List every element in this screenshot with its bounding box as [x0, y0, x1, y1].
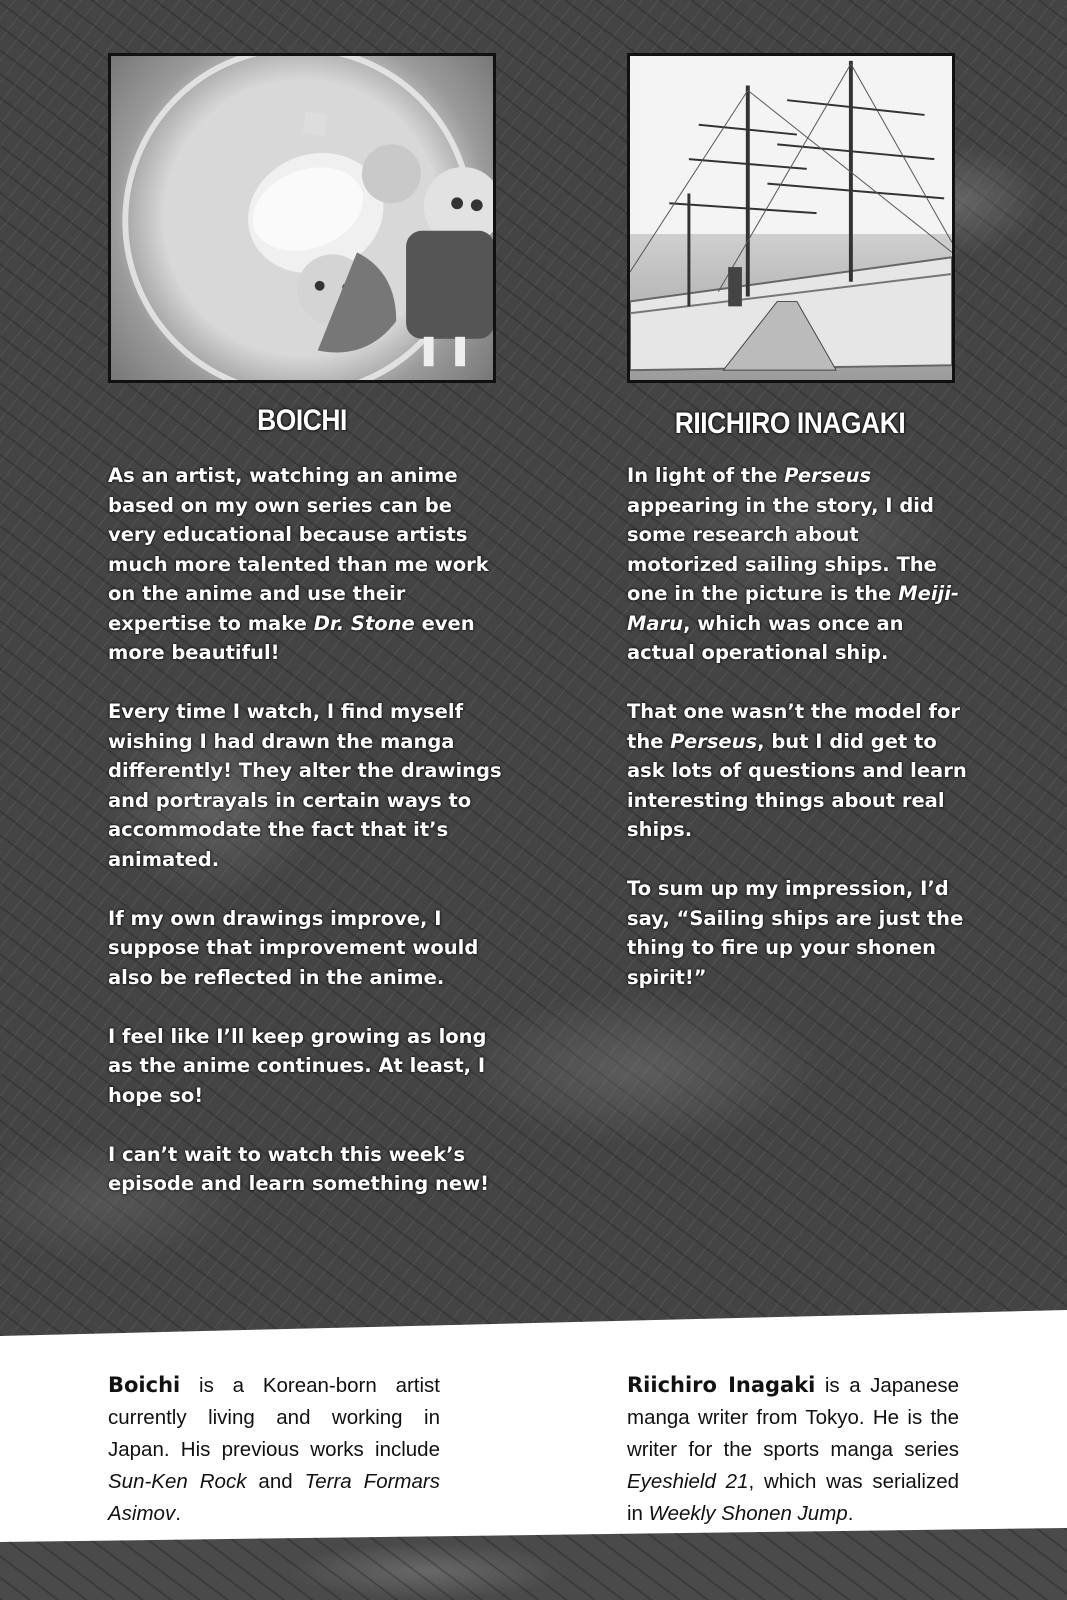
boichi-paragraph-5: I can’t wait to watch this week’s episode and learn something new!: [108, 1142, 490, 1195]
boichi-heading: BOICHI: [257, 404, 347, 437]
inagaki-paragraph-2: That one wasn’t the model for the Perseus, but I did get to ask lots of questions and learn interesting things about real ships.: [627, 700, 967, 841]
boichi-paragraph-1: As an artist, watching an anime based on my own series can be very educational because artists much more talented than me work on the anime and use their expertise to make Dr. Stone even more beautiful!: [108, 464, 489, 664]
inagaki-bio: Riichiro Inagaki is a Japanese manga writer from Tokyo. He is the writer for the sports manga series Eyeshield 21, which was serialized in Weekly Shonen Jump.: [627, 1373, 959, 1525]
inagaki-comment: [627, 461, 972, 1022]
boichi-paragraph-4: I feel like I’ll keep growing as long as the anime continues. At least, I hope so!: [108, 1024, 487, 1107]
boichi-bio: Boichi is a Korean-born artist currently living and working in Japan. His previous works include Sun-Ken Rock and Terra Formars Asimov.: [108, 1373, 440, 1525]
boichi-bio-name: Boichi: [108, 1373, 181, 1397]
inagaki-heading: RIICHIRO INAGAKI: [674, 407, 906, 440]
boichi-paragraph-3: If my own drawings improve, I suppose that improvement would also be reflected in the anime.: [108, 906, 479, 989]
boichi-paragraph-2: Every time I watch, I find myself wishing I had drawn the manga differently! They alter the drawings and portrayals in certain ways to accommodate the fact that it’s animated.: [108, 700, 502, 871]
figurine-illustration: [111, 56, 493, 380]
ship-illustration: [630, 56, 952, 380]
stone-background-bottom: [0, 1528, 1067, 1600]
inagaki-bio-name: Riichiro Inagaki: [627, 1373, 816, 1397]
boichi-photo: [108, 53, 496, 383]
inagaki-paragraph-3: To sum up my impression, I’d say, “Sailing ships are just the thing to fire up your shonen spirit!”: [627, 877, 964, 989]
boichi-comment: [108, 461, 503, 1228]
inagaki-photo: [627, 53, 955, 383]
inagaki-paragraph-1: In light of the Perseus appearing in the story, I did some research about motorized sailing ships. The one in the picture is the Meiji-Maru, which was once an actual operational ship.: [627, 464, 959, 664]
